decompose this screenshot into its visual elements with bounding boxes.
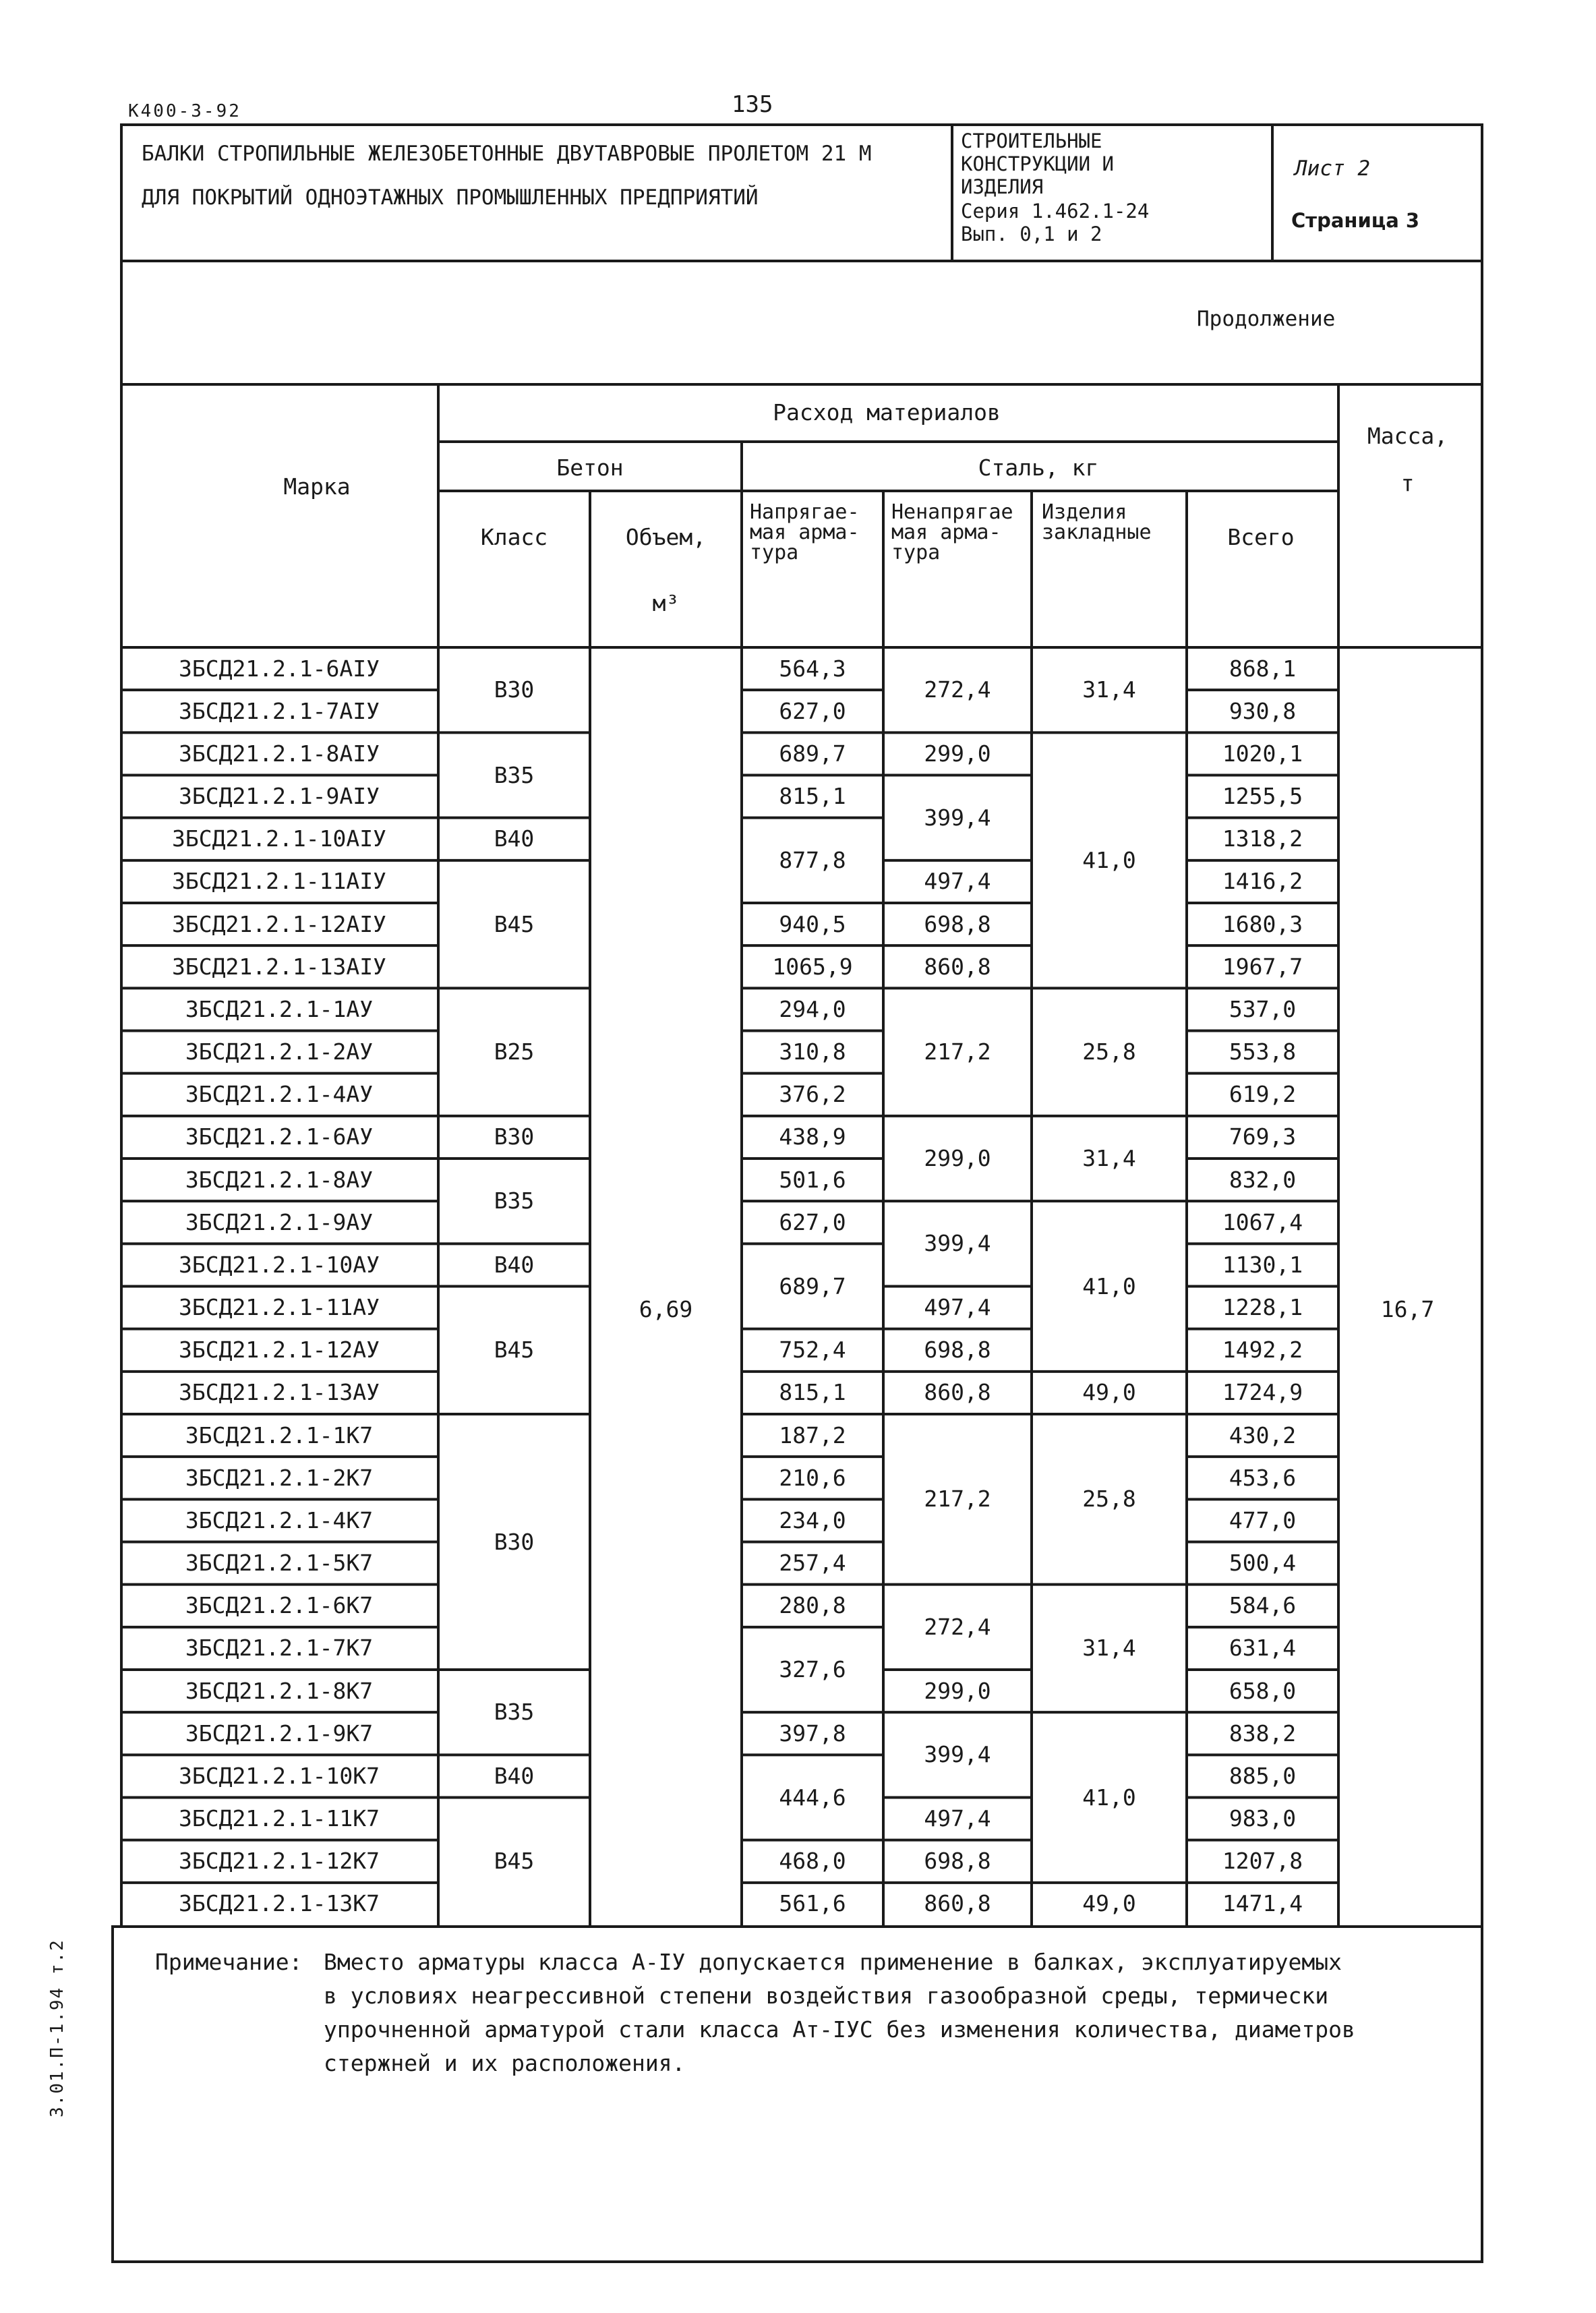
row-total: 537,0 bbox=[1229, 995, 1297, 1022]
row-total: 1967,7 bbox=[1222, 953, 1303, 980]
volume-value: 6,69 bbox=[639, 1296, 693, 1322]
prestressed-value: 234,0 bbox=[779, 1506, 846, 1533]
row-total: 453,6 bbox=[1229, 1464, 1297, 1491]
concrete-class: В40 bbox=[494, 1251, 535, 1278]
nonstressed-value: 299,0 bbox=[924, 1145, 991, 1171]
prestressed-value: 376,2 bbox=[779, 1081, 846, 1108]
prestressed-value: 1065,9 bbox=[772, 953, 853, 980]
prestressed-value: 752,4 bbox=[779, 1337, 846, 1364]
prestressed-value: 561,6 bbox=[779, 1890, 846, 1917]
nonstressed-value: 217,2 bbox=[924, 1486, 991, 1513]
row-mark: 3БСД21.2.1-2АУ bbox=[185, 1038, 374, 1065]
side-code: 3.01.П-1.94 т.2 bbox=[47, 1939, 67, 2117]
row-total: 1255,5 bbox=[1222, 783, 1303, 810]
embedded-value: 41,0 bbox=[1082, 1784, 1136, 1811]
nonstressed-value: 217,2 bbox=[924, 1038, 991, 1065]
row-total: 1492,2 bbox=[1222, 1337, 1303, 1364]
row-total: 868,1 bbox=[1229, 655, 1297, 682]
row-mark: 3БСД21.2.1-10АУ bbox=[178, 1251, 380, 1278]
row-total: 832,0 bbox=[1229, 1166, 1297, 1193]
row-mark: 3БСД21.2.1-8АУ bbox=[185, 1166, 374, 1193]
row-total: 1471,4 bbox=[1222, 1890, 1303, 1917]
nonstressed-value: 860,8 bbox=[924, 1890, 991, 1917]
row-mark: 3БСД21.2.1-12К7 bbox=[178, 1848, 380, 1875]
nonstressed-value: 698,8 bbox=[924, 910, 991, 937]
prestressed-value: 280,8 bbox=[779, 1592, 846, 1619]
concrete-class: В45 bbox=[494, 1848, 535, 1875]
prestressed-value: 294,0 bbox=[779, 995, 846, 1022]
header-volume-unit: м³ bbox=[652, 590, 680, 616]
concrete-class: В45 bbox=[494, 910, 535, 937]
prestressed-value: 627,0 bbox=[779, 1208, 846, 1235]
row-mark: 3БСД21.2.1-6К7 bbox=[185, 1592, 374, 1619]
header-embedded-2: закладные bbox=[1042, 521, 1152, 544]
header-class: Класс bbox=[480, 524, 548, 550]
prestressed-value: 501,6 bbox=[779, 1166, 846, 1193]
row-total: 838,2 bbox=[1229, 1720, 1297, 1747]
issue-label: Вып. 0,1 и 2 bbox=[961, 223, 1102, 245]
concrete-class: В45 bbox=[494, 1337, 535, 1364]
header-prestressed-1: Напрягае- bbox=[750, 500, 860, 524]
header-steel: Сталь, кг bbox=[978, 455, 1099, 481]
concrete-class: В35 bbox=[494, 1699, 535, 1726]
series-label: Серия 1.462.1-24 bbox=[961, 200, 1150, 223]
prestressed-value: 468,0 bbox=[779, 1848, 846, 1875]
nonstressed-value: 299,0 bbox=[924, 1677, 991, 1704]
concrete-class: В35 bbox=[494, 1188, 535, 1214]
row-total: 769,3 bbox=[1229, 1123, 1297, 1150]
row-total: 500,4 bbox=[1229, 1550, 1297, 1577]
row-mark: 3БСД21.2.1-5К7 bbox=[185, 1550, 374, 1577]
header-prestressed-2: мая арма- bbox=[750, 521, 860, 544]
embedded-value: 31,4 bbox=[1082, 676, 1136, 703]
row-mark: 3БСД21.2.1-9АУ bbox=[185, 1208, 374, 1235]
concrete-class: В35 bbox=[494, 761, 535, 788]
row-total: 477,0 bbox=[1229, 1506, 1297, 1533]
section-line-2: КОНСТРУКЦИИ И bbox=[961, 152, 1114, 175]
row-mark: 3БСД21.2.1-6АIУ bbox=[178, 655, 380, 682]
header-materials: Расход материалов bbox=[773, 399, 1001, 426]
sheet-label: Лист 2 bbox=[1295, 156, 1370, 181]
row-mark: 3БСД21.2.1-8АIУ bbox=[178, 740, 380, 767]
embedded-value: 25,8 bbox=[1082, 1038, 1136, 1065]
prestressed-value: 327,6 bbox=[779, 1656, 846, 1682]
note-line-2: в условиях неагрессивной степени воздействия газообразной среды, термически bbox=[324, 1983, 1329, 2009]
row-mark: 3БСД21.2.1-13АУ bbox=[178, 1379, 380, 1406]
title-line-1: БАЛКИ СТРОПИЛЬНЫЕ ЖЕЛЕЗОБЕТОННЫЕ ДВУТАВРОВЫЕ ПРОЛЕТОМ 21 М bbox=[142, 142, 872, 166]
row-mark: 3БСД21.2.1-2К7 bbox=[185, 1464, 374, 1491]
prestressed-value: 689,7 bbox=[779, 740, 846, 767]
nonstressed-value: 399,4 bbox=[924, 1230, 991, 1257]
row-mark: 3БСД21.2.1-11АУ bbox=[178, 1294, 380, 1321]
concrete-class: В30 bbox=[494, 1123, 535, 1150]
nonstressed-value: 299,0 bbox=[924, 740, 991, 767]
header-mass-unit: т bbox=[1400, 470, 1415, 496]
row-mark: 3БСД21.2.1-10АIУ bbox=[172, 825, 386, 852]
prestressed-value: 877,8 bbox=[779, 846, 846, 873]
embedded-value: 31,4 bbox=[1082, 1635, 1136, 1662]
header-nonstressed-3: тура bbox=[891, 541, 941, 564]
note-line-1: Вместо арматуры класса А-IУ допускается применение в балках, эксплуатируемых bbox=[324, 1949, 1342, 1975]
document-code: К400-3-92 bbox=[128, 101, 241, 121]
prestressed-value: 815,1 bbox=[779, 783, 846, 810]
concrete-class: В30 bbox=[494, 1528, 535, 1555]
nonstressed-value: 497,4 bbox=[924, 1294, 991, 1321]
row-mark: 3БСД21.2.1-1К7 bbox=[185, 1422, 374, 1448]
concrete-class: В40 bbox=[494, 1762, 535, 1789]
header-nonstressed-2: мая арма- bbox=[891, 521, 1001, 544]
nonstressed-value: 399,4 bbox=[924, 804, 991, 831]
header-mass: Масса, bbox=[1367, 423, 1448, 449]
nonstressed-value: 272,4 bbox=[924, 676, 991, 703]
prestressed-value: 564,3 bbox=[779, 655, 846, 682]
page-number: 135 bbox=[732, 91, 773, 118]
row-mark: 3БСД21.2.1-12АУ bbox=[178, 1337, 380, 1364]
nonstressed-value: 272,4 bbox=[924, 1613, 991, 1640]
mass-value: 16,7 bbox=[1380, 1296, 1435, 1322]
nonstressed-value: 497,4 bbox=[924, 1805, 991, 1832]
embedded-value: 41,0 bbox=[1082, 846, 1136, 873]
row-mark: 3БСД21.2.1-4АУ bbox=[185, 1081, 374, 1108]
row-mark: 3БСД21.2.1-1АУ bbox=[185, 995, 374, 1022]
row-mark: 3БСД21.2.1-9К7 bbox=[185, 1720, 374, 1747]
prestressed-value: 815,1 bbox=[779, 1379, 846, 1406]
row-total: 983,0 bbox=[1229, 1805, 1297, 1832]
row-mark: 3БСД21.2.1-11К7 bbox=[178, 1805, 380, 1832]
note-line-4: стержней и их расположения. bbox=[324, 2050, 686, 2076]
note-label: Примечание: bbox=[155, 1949, 303, 1975]
header-nonstressed-1: Ненапрягае bbox=[891, 500, 1013, 524]
row-total: 430,2 bbox=[1229, 1422, 1297, 1448]
note-line-3: упрочненной арматурой стали класса Ат-IУС без изменения количества, диаметров bbox=[324, 2016, 1355, 2043]
prestressed-value: 689,7 bbox=[779, 1272, 846, 1299]
continuation-label: Продолжение bbox=[1197, 307, 1336, 331]
nonstressed-value: 698,8 bbox=[924, 1848, 991, 1875]
nonstressed-value: 497,4 bbox=[924, 868, 991, 895]
embedded-value: 31,4 bbox=[1082, 1145, 1136, 1171]
row-mark: 3БСД21.2.1-4К7 bbox=[185, 1506, 374, 1533]
row-mark: 3БСД21.2.1-9АIУ bbox=[178, 783, 380, 810]
row-total: 1130,1 bbox=[1222, 1251, 1303, 1278]
embedded-value: 41,0 bbox=[1082, 1272, 1136, 1299]
row-mark: 3БСД21.2.1-8К7 bbox=[185, 1677, 374, 1704]
row-total: 619,2 bbox=[1229, 1081, 1297, 1108]
row-total: 631,4 bbox=[1229, 1635, 1297, 1662]
row-mark: 3БСД21.2.1-13АIУ bbox=[172, 953, 386, 980]
page-label: Страница 3 bbox=[1291, 209, 1420, 232]
embedded-value: 25,8 bbox=[1082, 1486, 1136, 1513]
header-concrete: Бетон bbox=[556, 455, 624, 481]
row-total: 930,8 bbox=[1229, 697, 1297, 724]
row-total: 1207,8 bbox=[1222, 1848, 1303, 1875]
section-line-1: СТРОИТЕЛЬНЫЕ bbox=[961, 129, 1102, 152]
row-total: 1416,2 bbox=[1222, 868, 1303, 895]
prestressed-value: 627,0 bbox=[779, 697, 846, 724]
nonstressed-value: 399,4 bbox=[924, 1741, 991, 1768]
row-mark: 3БСД21.2.1-10К7 bbox=[178, 1762, 380, 1789]
nonstressed-value: 698,8 bbox=[924, 1337, 991, 1364]
nonstressed-value: 860,8 bbox=[924, 1379, 991, 1406]
row-mark: 3БСД21.2.1-11АIУ bbox=[172, 868, 386, 895]
header-mark: Марка bbox=[283, 473, 351, 500]
row-total: 1680,3 bbox=[1222, 910, 1303, 937]
row-total: 1724,9 bbox=[1222, 1379, 1303, 1406]
header-total: Всего bbox=[1227, 524, 1295, 550]
row-mark: 3БСД21.2.1-7К7 bbox=[185, 1635, 374, 1662]
embedded-value: 49,0 bbox=[1082, 1379, 1136, 1406]
header-volume: Объем, bbox=[625, 524, 707, 550]
prestressed-value: 940,5 bbox=[779, 910, 846, 937]
embedded-value: 49,0 bbox=[1082, 1890, 1136, 1917]
row-mark: 3БСД21.2.1-13К7 bbox=[178, 1890, 380, 1917]
prestressed-value: 444,6 bbox=[779, 1784, 846, 1811]
row-total: 1020,1 bbox=[1222, 740, 1303, 767]
prestressed-value: 257,4 bbox=[779, 1550, 846, 1577]
row-total: 584,6 bbox=[1229, 1592, 1297, 1619]
prestressed-value: 210,6 bbox=[779, 1464, 846, 1491]
concrete-class: В40 bbox=[494, 825, 535, 852]
header-embedded-1: Изделия bbox=[1042, 500, 1127, 524]
prestressed-value: 397,8 bbox=[779, 1720, 846, 1747]
header-prestressed-3: тура bbox=[750, 541, 799, 564]
row-total: 553,8 bbox=[1229, 1038, 1297, 1065]
row-mark: 3БСД21.2.1-12АIУ bbox=[172, 910, 386, 937]
section-line-3: ИЗДЕЛИЯ bbox=[961, 175, 1044, 198]
row-total: 658,0 bbox=[1229, 1677, 1297, 1704]
concrete-class: В30 bbox=[494, 676, 535, 703]
row-total: 1228,1 bbox=[1222, 1294, 1303, 1321]
prestressed-value: 438,9 bbox=[779, 1123, 846, 1150]
prestressed-value: 187,2 bbox=[779, 1422, 846, 1448]
title-line-2: ДЛЯ ПОКРЫТИЙ ОДНОЭТАЖНЫХ ПРОМЫШЛЕННЫХ ПРЕДПРИЯТИЙ bbox=[142, 185, 759, 210]
row-mark: 3БСД21.2.1-6АУ bbox=[185, 1123, 374, 1150]
row-total: 1067,4 bbox=[1222, 1208, 1303, 1235]
row-total: 885,0 bbox=[1229, 1762, 1297, 1789]
prestressed-value: 310,8 bbox=[779, 1038, 846, 1065]
row-mark: 3БСД21.2.1-7АIУ bbox=[178, 697, 380, 724]
concrete-class: В25 bbox=[494, 1038, 535, 1065]
nonstressed-value: 860,8 bbox=[924, 953, 991, 980]
row-total: 1318,2 bbox=[1222, 825, 1303, 852]
